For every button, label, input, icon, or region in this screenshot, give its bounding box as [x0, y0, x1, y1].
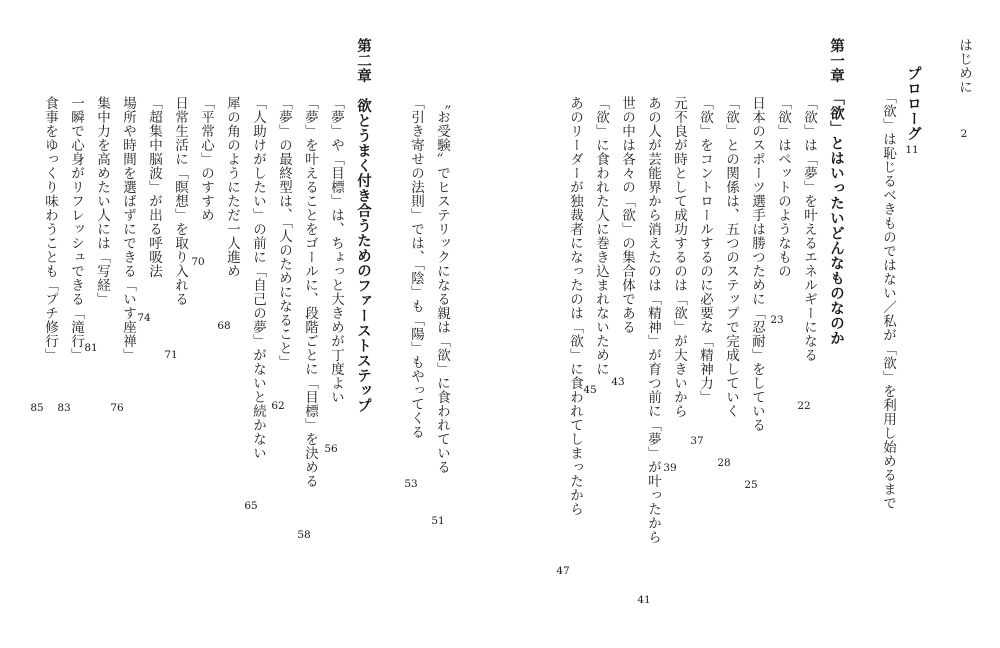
page-number: 76 [110, 402, 124, 414]
chapter-2-heading[interactable]: 第二章 欲とうまく付き合うためのファーストステップ [355, 38, 372, 413]
toc-entry[interactable]: 世の中は各々の「欲」の集合体である [619, 96, 635, 334]
chapter-1-heading[interactable]: 第一章 「欲」とはいったいどんなものなのか [828, 38, 845, 346]
page-number: 56 [324, 443, 338, 455]
toc-entry[interactable]: 元不良が時として成功するのは「欲」が大きいから [671, 96, 687, 418]
page-number: 51 [431, 515, 445, 527]
toc-entry[interactable]: 「欲」に食われた人に巻き込まれないために [593, 96, 609, 376]
page-number: 83 [57, 402, 71, 414]
toc-entry[interactable]: あのリーダーが独裁者になったのは「欲」に食われてしまったから [567, 96, 583, 516]
page-number: 53 [404, 478, 418, 490]
toc-entry[interactable]: 犀の角のようにただ一人進め [224, 96, 240, 278]
page-number: 37 [690, 435, 704, 447]
toc-entry[interactable]: 「超集中脳波」が出る呼吸法 [146, 96, 162, 278]
toc-entry[interactable]: あの人が芸能界から消えたのは「精神」が育つ前に「夢」が叶ったから [645, 96, 661, 544]
page-number: 65 [244, 500, 258, 512]
page-number: 81 [84, 342, 98, 354]
toc-entry[interactable]: 「人助けがしたい」の前に「自己の夢」がないと続かない [250, 96, 266, 460]
page-number: 62 [271, 400, 285, 412]
toc-entry[interactable]: 「欲」をコントロールするのに必要な「精神力」 [697, 96, 713, 404]
toc-entry[interactable]: 場所や時間を選ばずにできる「いす座禅」 [120, 96, 136, 362]
toc-entry[interactable]: 「欲」はペットのようなもの [775, 96, 791, 278]
page-number: 23 [770, 314, 784, 326]
page-number: 58 [297, 529, 311, 541]
page-number: 71 [164, 349, 178, 361]
page-number: 70 [191, 256, 205, 268]
toc-entry[interactable]: 集中力を高めたい人には「写経」 [94, 96, 110, 306]
toc-entry[interactable]: 「欲」との関係は、五つのステップで完成していく [723, 96, 739, 418]
page-number: 28 [717, 457, 731, 469]
page-number: 45 [583, 384, 597, 396]
toc-entry[interactable]: 「欲」は「夢」を叶えるエネルギーになる [801, 96, 817, 362]
toc-entry[interactable]: 日常生活に「瞑想」を取り入れる [172, 96, 188, 306]
page-number: 41 [637, 594, 651, 606]
toc-entry[interactable]: 〝お受験〟でヒステリックになる親は「欲」に食われている [434, 96, 450, 474]
toc-entry[interactable]: 「引き寄せの法則」では、「陰」も「陽」もやってくる [408, 96, 424, 440]
prologue-heading[interactable]: プロローグ [905, 66, 922, 141]
page-number: 39 [663, 462, 677, 474]
page-number: 25 [744, 479, 758, 491]
page-number: 22 [797, 400, 811, 412]
toc-entry[interactable]: 一瞬で心身がリフレッシュできる「滝行」 [68, 96, 84, 362]
page-number: 47 [556, 565, 570, 577]
page-number: 11 [905, 144, 919, 156]
page-number: 85 [30, 402, 44, 414]
toc-entry[interactable]: 「夢」の最終型は、「人のためになること」 [276, 96, 292, 370]
page-number: 74 [137, 312, 151, 324]
toc-entry[interactable]: 「夢」を叶えることをゴールに、段階ごとに「目標」を決める [302, 96, 318, 488]
page-number: 43 [611, 376, 625, 388]
toc-entry-hajimeni[interactable]: はじめに [956, 38, 972, 94]
toc-entry[interactable]: 日本のスポーツ選手は勝つために「忍耐」をしている [749, 96, 765, 432]
toc-entry[interactable]: 「平常心」のすすめ [198, 96, 214, 222]
toc-entry[interactable]: 食事をゆっくり味わうことも「プチ修行」 [42, 96, 58, 362]
page-number: 2 [960, 128, 968, 140]
prologue-subtitle: 「欲」は恥じるべきものではない／私が「欲」を利用し始めるまで [880, 90, 896, 510]
toc-entry[interactable]: 「夢」や「目標」は、ちょっと大きめが丁度よい [328, 96, 344, 404]
page-number: 68 [217, 320, 231, 332]
